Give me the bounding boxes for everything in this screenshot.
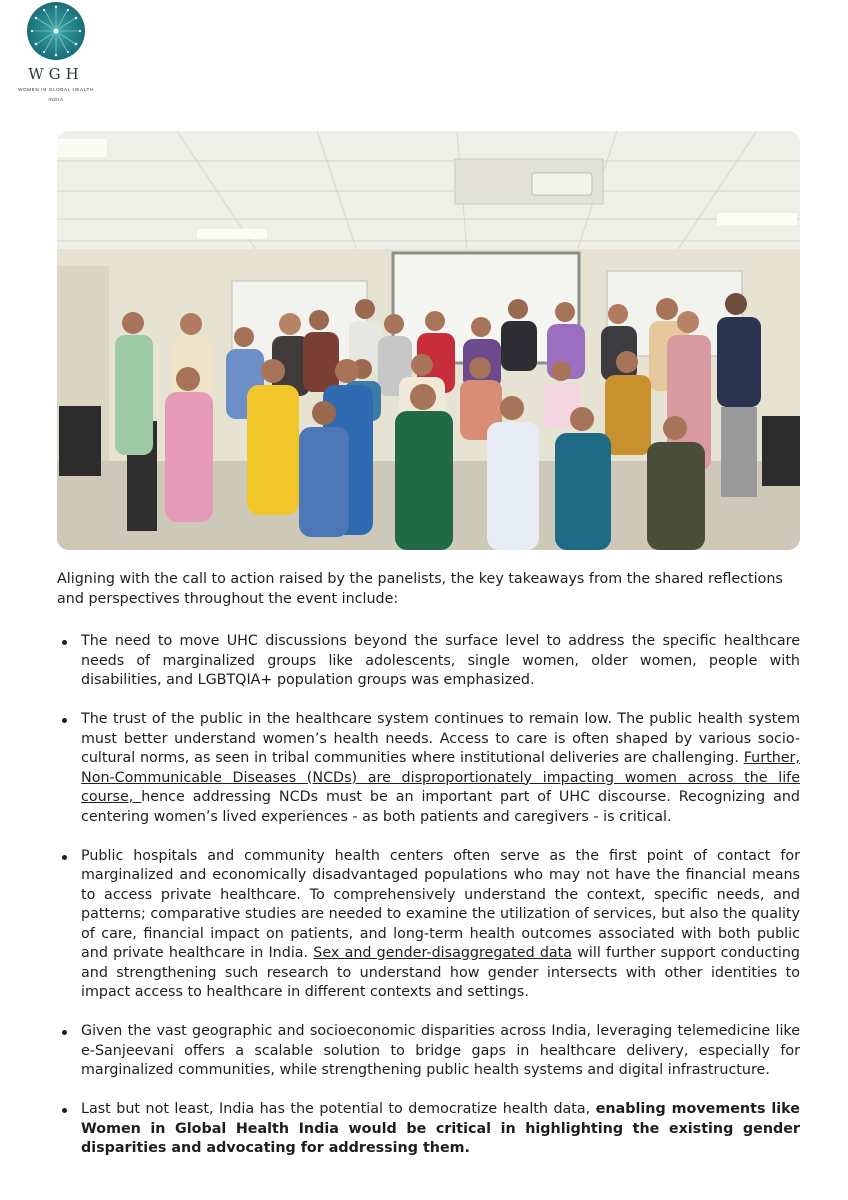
logo-wordmark: WGH: [28, 65, 84, 83]
takeaway-item: [57, 710, 800, 827]
takeaway-text: The need to move UHC discussions beyond the surface level to address the specific healthcare needs of marginalized groups like adolescents, single women, older women, people with disabilities, and LGBTQIA+ population groups was emphasized.: [81, 633, 800, 688]
takeaway-item: [57, 1022, 800, 1081]
takeaway-text: The trust of the public in the healthcare system continues to remain low. The public health system must better understand women’s health needs. Access to care is often shaped by various socio-cultural norms, as seen in tribal communities where institutional deliveries are challenging.: [81, 711, 800, 766]
takeaway-item: [57, 847, 800, 1003]
ncd-link[interactable]: Further, Non-Communicable Diseases (NCDs) are disproportionately impacting women across the life course,: [81, 750, 800, 805]
intro-paragraph: Aligning with the call to action raised by the panelists, the key takeaways from the shared reflections and perspectives throughout the event include:: [57, 571, 783, 607]
logo-subtitle-country: INDIA: [48, 97, 64, 102]
takeaway-text: will further support conducting and strengthening such research to understand how gender intersects with other identities to impact access to healthcare in different contexts and settings.: [81, 945, 800, 1000]
wgh-logo: [10, 2, 102, 104]
group-photo-illustration: [57, 131, 800, 550]
group-photo: [57, 131, 800, 550]
takeaway-item: [57, 632, 800, 691]
takeaway-text: hence addressing NCDs must be an important part of UHC discourse. Recognizing and centering women’s lived experiences - as both patients and caregivers - is critical.: [81, 789, 800, 825]
takeaway-emphasis: enabling movements like Women in Global Health India would be critical in highlighting the existing gender disparities and advocating for addressing them.: [81, 1101, 800, 1156]
logo-emblem-icon: [27, 2, 85, 60]
takeaway-item: [57, 1100, 800, 1159]
takeaways-section: [57, 570, 800, 1178]
takeaway-text: Given the vast geographic and socioeconomic disparities across India, leveraging telemedicine like e-Sanjeevani offers a scalable solution to bridge gaps in healthcare delivery, especially for marginalized communities, while strengthening public health systems and digital infrastructure.: [81, 1023, 800, 1078]
takeaway-text: Public hospitals and community health centers often serve as the first point of contact for marginalized and economically disadvantaged populations who may not have the financial means to access private healthcare. To comprehensively understand the context, specific needs, and patterns; comparative studies are needed to examine the utilization of services, but also the quality of care, financial impact on patients, and long-term health outcomes associated with both public and private healthcare in India.: [81, 847, 800, 961]
logo-subtitle: WOMEN IN GLOBAL HEALTH: [18, 87, 94, 92]
takeaway-text: Last but not least, India has the potential to democratize health data,: [81, 1101, 596, 1117]
disaggregated-data-link[interactable]: Sex and gender-disaggregated data: [313, 945, 573, 961]
takeaways-list: [57, 632, 800, 1159]
